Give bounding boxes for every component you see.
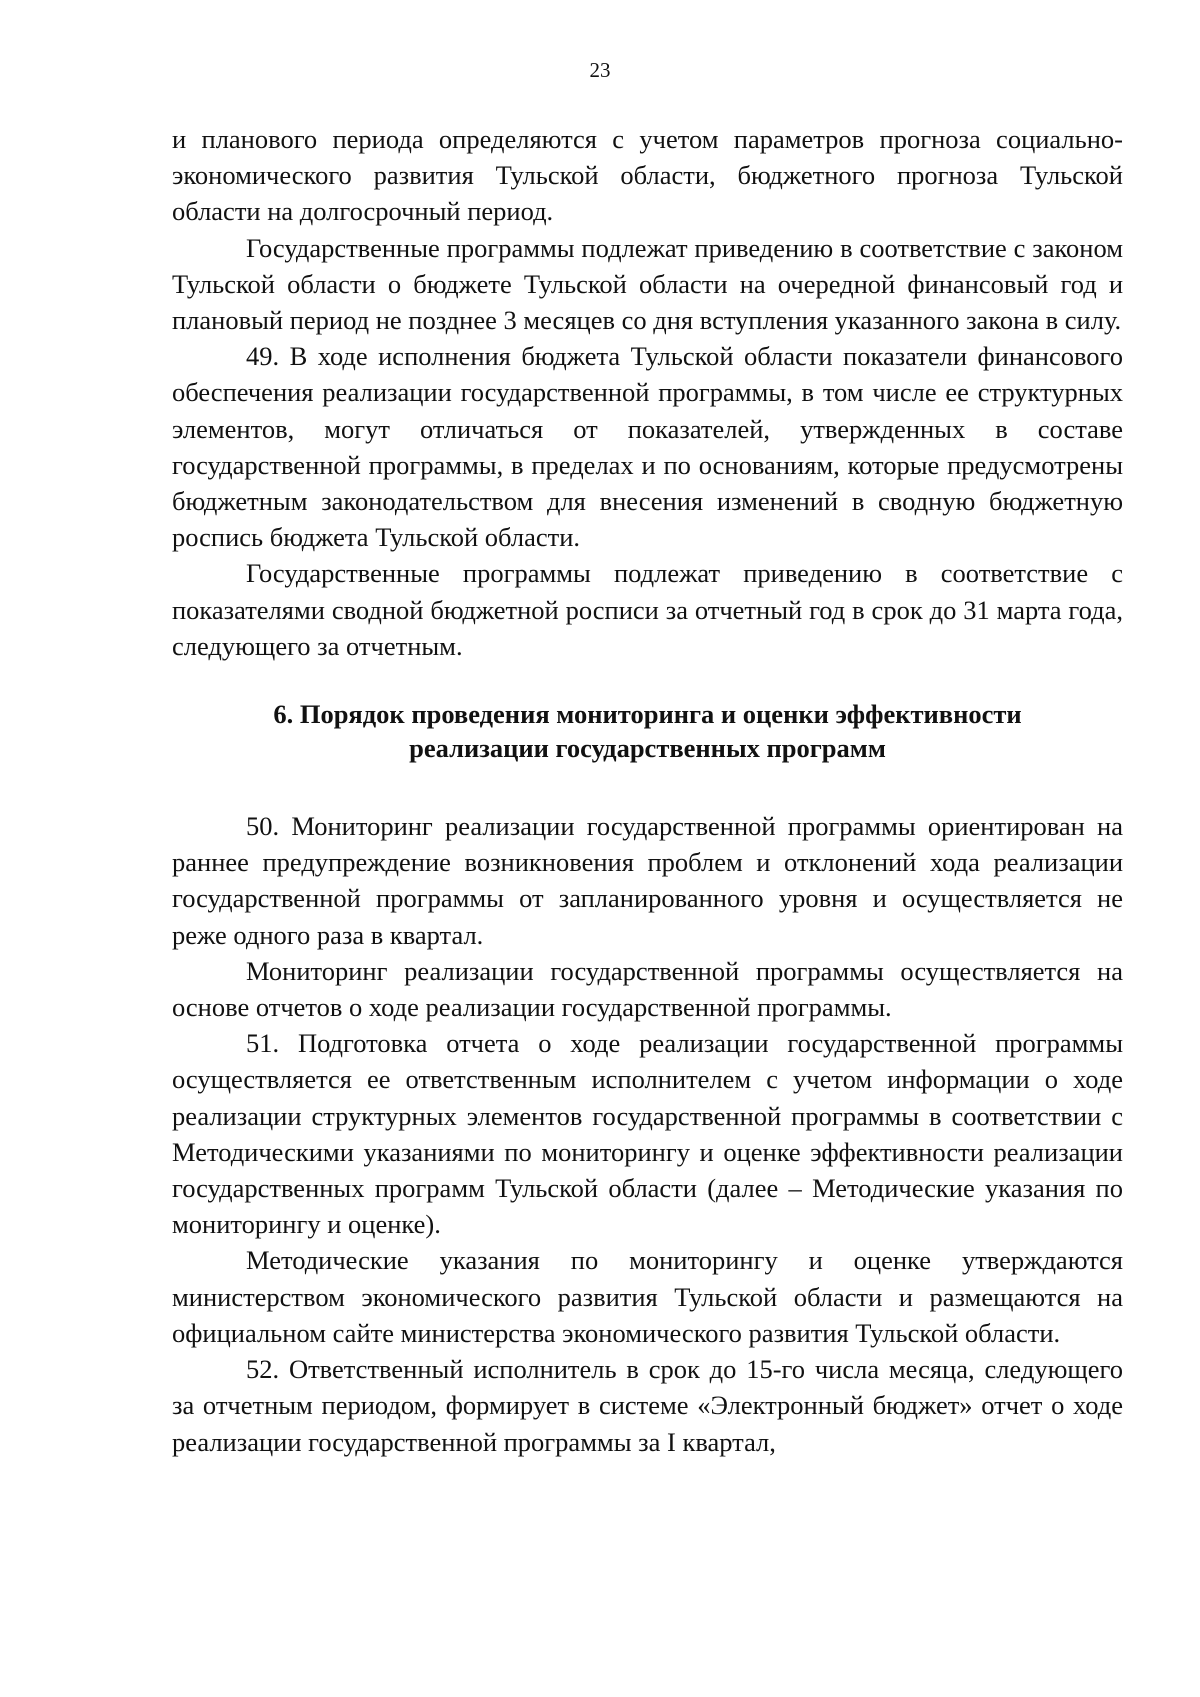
- paragraph-programs-alignment-law: Государственные программы подлежат приведению в соответствие с законом Тульской области о бюджете Тульской области на очередной финансовый год и плановый период не позднее 3 месяцев со дня вступления указанного закона в силу.: [172, 232, 1123, 336]
- section-heading-line-2: реализации государственных программ: [409, 733, 886, 764]
- paragraph-item-50: 50. Мониторинг реализации государственной программы ориентирован на раннее предупреждение возникновения проблем и отклонений хода реализации государственной программы от запланированного уровня и осуществляется не реже одного раза в квартал.: [172, 811, 1123, 950]
- paragraph-monitoring-basis: Мониторинг реализации государственной программы осуществляется на основе отчетов о ходе реализации государственной программы.: [172, 955, 1123, 1023]
- document-body: [172, 121, 1123, 1460]
- page-number: 23: [589, 58, 611, 82]
- paragraph-item-51: 51. Подготовка отчета о ходе реализации государственной программы осуществляется ее ответственным исполнителем с учетом информации о ходе реализации структурных элементов государственной программы в соответствии с Методическими указаниями по мониторингу и оценке эффективности реализации государственных программ Тульской области (далее – Методические указания по мониторингу и оценке).: [172, 1028, 1123, 1240]
- paragraph-item-49: 49. В ходе исполнения бюджета Тульской области показатели финансового обеспечения реализации государственной программы, в том числе ее структурных элементов, могут отличаться от показателей, утвержденных в составе государственной программы, в пределах и по основаниям, которые предусмотрены бюджетным законодательством для внесения изменений в сводную бюджетную роспись бюджета Тульской области.: [172, 341, 1123, 553]
- paragraph-programs-alignment-report: Государственные программы подлежат приведению в соответствие с показателями сводной бюджетной росписи за отчетный год в срок до 31 марта года, следующего за отчетным.: [172, 558, 1123, 661]
- paragraph-item-52: 52. Ответственный исполнитель в срок до 15-го числа месяца, следующего за отчетным периодом, формирует в системе «Электронный бюджет» отчет о ходе реализации государственной программы за I квартал,: [172, 1354, 1123, 1457]
- section-heading-6: [172, 697, 1123, 765]
- paragraph-guidelines: Методические указания по мониторингу и оценке утверждаются министерством экономического развития Тульской области и размещаются на официальном сайте министерства экономического развития Тульской области.: [172, 1245, 1123, 1348]
- section-heading-line-1: 6. Порядок проведения мониторинга и оценки эффективности: [273, 699, 1022, 730]
- paragraph-continuation: и планового периода определяются с учетом параметров прогноза социально-экономического развития Тульской области, бюджетного прогноза Тульской области на долгосрочный период.: [172, 124, 1123, 227]
